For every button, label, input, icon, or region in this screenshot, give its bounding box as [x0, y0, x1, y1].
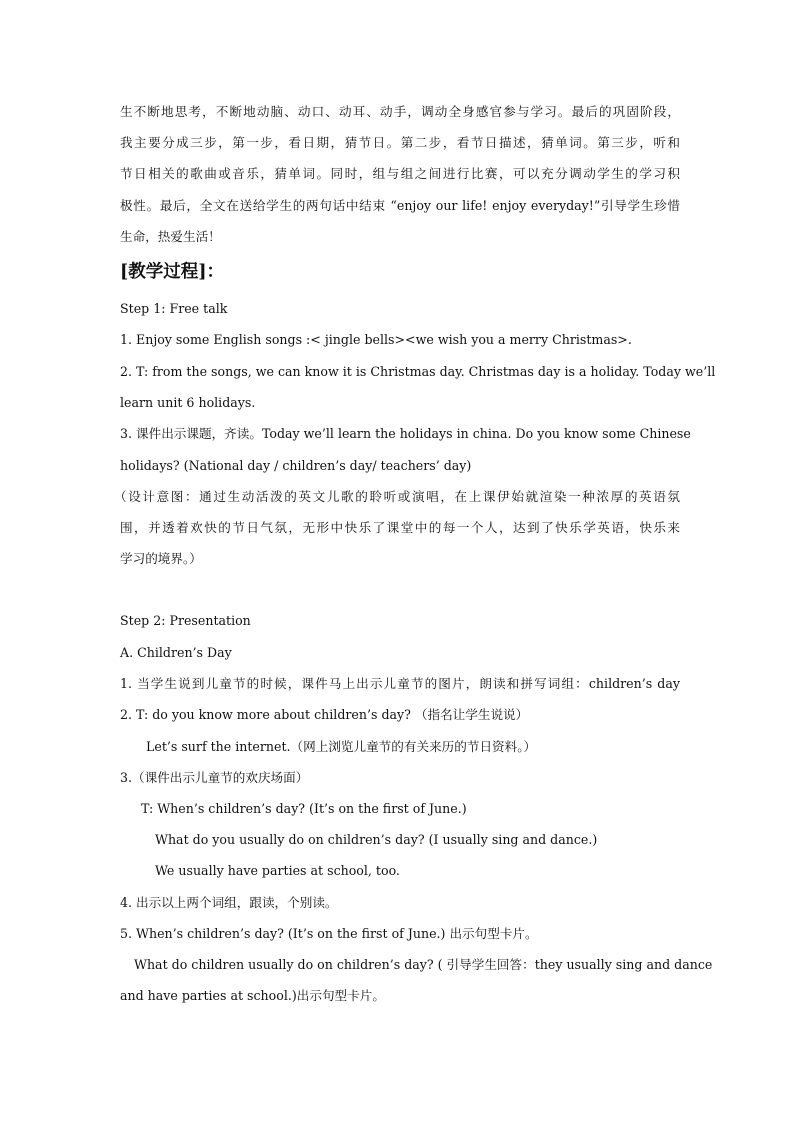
step2-item1: 1. 当学生说到儿童节的时候，课件马上出示儿童节的图片，朗读和拼写词组：children’s day: [120, 676, 680, 691]
intro-line-2: 我主要分成三步，第一步，看日期，猜节日。第二步，看节日描述，猜单词。第三步，听和: [120, 135, 680, 150]
intro-line-1: 生不断地思考，不断地动脑、动口、动耳、动手，调动全身感官参与学习。最后的巩固阶段，: [120, 104, 680, 119]
design-intent-line1: （设计意图：通过生动活泼的英文儿歌的聆听或演唱，在上课伊始就渲染一种浓厚的英语氛: [114, 489, 680, 504]
intro-line-3: 节日相关的歌曲或音乐，猜单词。同时，组与组之间进行比赛，可以充分调动学生的学习积: [120, 166, 680, 181]
step2-title: Step 2: Presentation: [120, 613, 251, 628]
step2-item3-answer: We usually have parties at school, too.: [155, 863, 400, 878]
design-intent-line3: 学习的境界。）: [120, 551, 202, 566]
intro-line-5: 生命，热爱生活！: [120, 229, 221, 244]
step1-item3-line2: holidays? (National day / children’s day/ teachers’ day): [120, 458, 472, 473]
step1-item2-line2: learn unit 6 holidays.: [120, 395, 256, 410]
step2-subtitle: A. Children’s Day: [120, 645, 232, 660]
intro-line-4: 极性。最后，全文在送给学生的两句话中结束 “enjoy our life! enjoy everyday!”引导学生珍惜: [120, 198, 680, 213]
section-heading: [教学过程]：: [120, 262, 225, 282]
step2-item5: 5. When’s children’s day? (It’s on the first of June.) 出示句型卡片。: [120, 926, 538, 941]
step1-item2-line1: 2. T: from the songs, we can know it is Christmas day. Christmas day is a holiday. Today we’ll: [120, 364, 716, 379]
step1-item3-line1: 3. 课件出示课题，齐读。Today we’ll learn the holidays in china. Do you know some Chinese: [120, 426, 691, 441]
design-intent-line2: 围，并透着欢快的节日气氛，无形中快乐了课堂中的每一个人，达到了快乐学英语，快乐来: [120, 520, 680, 535]
step2-item3: 3.（课件出示儿童节的欢庆场面）: [120, 770, 309, 785]
step2-item2: 2. T: do you know more about children’s day? （指名让学生说说）: [120, 707, 529, 722]
step1-title: Step 1: Free talk: [120, 301, 228, 316]
step2-item2-sub: Let’s surf the internet.（网上浏览儿童节的有关来历的节日资料。）: [146, 739, 537, 754]
step2-item4: 4. 出示以上两个词组，跟读，个别读。: [120, 895, 338, 910]
step2-item3-teacher: T: When’s children’s day? (It’s on the first of June.): [141, 801, 467, 816]
step2-item3-question: What do you usually do on children’s day? (I usually sing and dance.): [155, 832, 598, 847]
step2-item5-line2: What do children usually do on children’s day? ( 引导学生回答：they usually sing and dance: [134, 957, 713, 972]
step2-item5-line3: and have parties at school.)出示句型卡片。: [120, 988, 385, 1003]
step1-item1: 1. Enjoy some English songs :< jingle bells><we wish you a merry Christmas>.: [120, 332, 632, 347]
